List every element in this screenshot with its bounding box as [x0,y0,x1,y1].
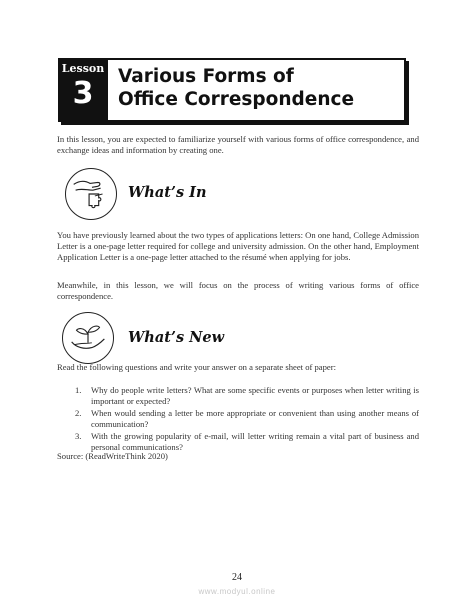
lesson-title-line2: Office Correspondence [118,89,355,110]
lesson-title [118,65,398,111]
question-number: 2. [75,408,82,418]
page-number: 24 [232,572,242,583]
list-item [75,408,419,430]
question-text: When would sending a letter be more appropriate or convenient than using another means of communication? [91,408,419,429]
question-text: Why do people write letters? What are some specific events or purposes when letter writing is important or expected? [91,385,419,406]
watermark: www.modyul.online [198,587,276,596]
list-item [75,385,419,407]
hand-puzzle-icon [65,168,117,220]
intro-paragraph: In this lesson, you are expected to familiarize yourself with various forms of office correspondence, and exchange ideas and information by creating one. [57,134,419,155]
whats-new-title: What’s New [128,329,225,346]
whats-in-paragraph-2: Meanwhile, in this lesson, we will focus on the process of writing various forms of office correspondence. [57,280,419,301]
question-text: With the growing popularity of e-mail, will letter writing remain a vital part of business and personal communications? [91,431,419,452]
lesson-label: Lesson [61,62,105,75]
whats-in-paragraph-1: You have previously learned about the two types of applications letters: On one hand, College Admission Letter is a one-page letter required for college and university admission. On the other hand, Employment Application Letter is a one-page letter attached to the résumé when applying for jobs. [57,230,419,262]
list-item [75,431,419,453]
lesson-title-line1: Various Forms of [118,66,294,87]
question-number: 1. [75,385,82,395]
whats-new-instruction: Read the following questions and write your answer on a separate sheet of paper: [57,362,336,372]
question-number: 3. [75,431,82,441]
source-citation: Source: (ReadWriteThink 2020) [57,451,168,461]
question-list [75,385,419,454]
hand-seedling-icon [62,312,114,364]
lesson-number: 3 [72,76,94,111]
lesson-badge [58,58,108,120]
whats-in-title: What’s In [128,184,207,201]
